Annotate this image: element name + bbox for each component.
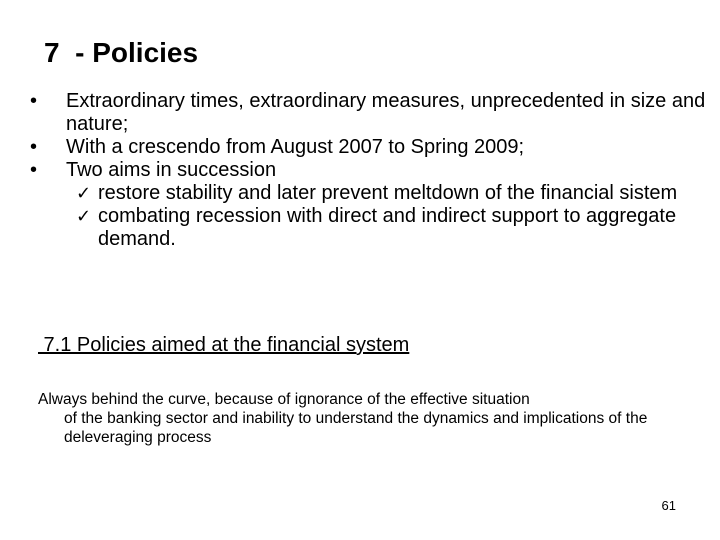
section-subheading: 7.1 Policies aimed at the financial system [38,334,410,356]
sub-bullet-text: combating recession with direct and indirect support to aggregate demand. [98,205,677,250]
bullet-text: With a crescendo from August 2007 to Spring 2009; [66,136,525,158]
checkmark-icon: ✓ [76,206,92,227]
checkmark-icon: ✓ [76,183,92,204]
body-paragraph [38,390,698,447]
bullet-item [30,136,710,159]
bullet-marker: • [30,90,38,112]
slide-title: 7 - Policies [44,37,199,68]
sub-bullet-text: restore stability and later prevent meltdown of the financial sistem [98,182,678,204]
page-number: 61 [661,498,676,513]
paragraph-first-line: Always behind the curve, because of ignorance of the effective situation [38,391,530,408]
bullet-marker: • [30,136,38,158]
bullet-item [30,90,710,136]
paragraph-continuation: of the banking sector and inability to understand the dynamics and implications of the deleveraging process [64,410,648,446]
bullet-marker: • [30,159,38,181]
bullet-item [30,159,710,182]
sub-bullet-item [30,182,710,205]
bullet-text: Two aims in succession [66,159,277,181]
bullet-list [30,90,710,251]
bullet-text: Extraordinary times, extraordinary measures, unprecedented in size and nature; [66,90,706,135]
sub-bullet-item [30,205,710,251]
